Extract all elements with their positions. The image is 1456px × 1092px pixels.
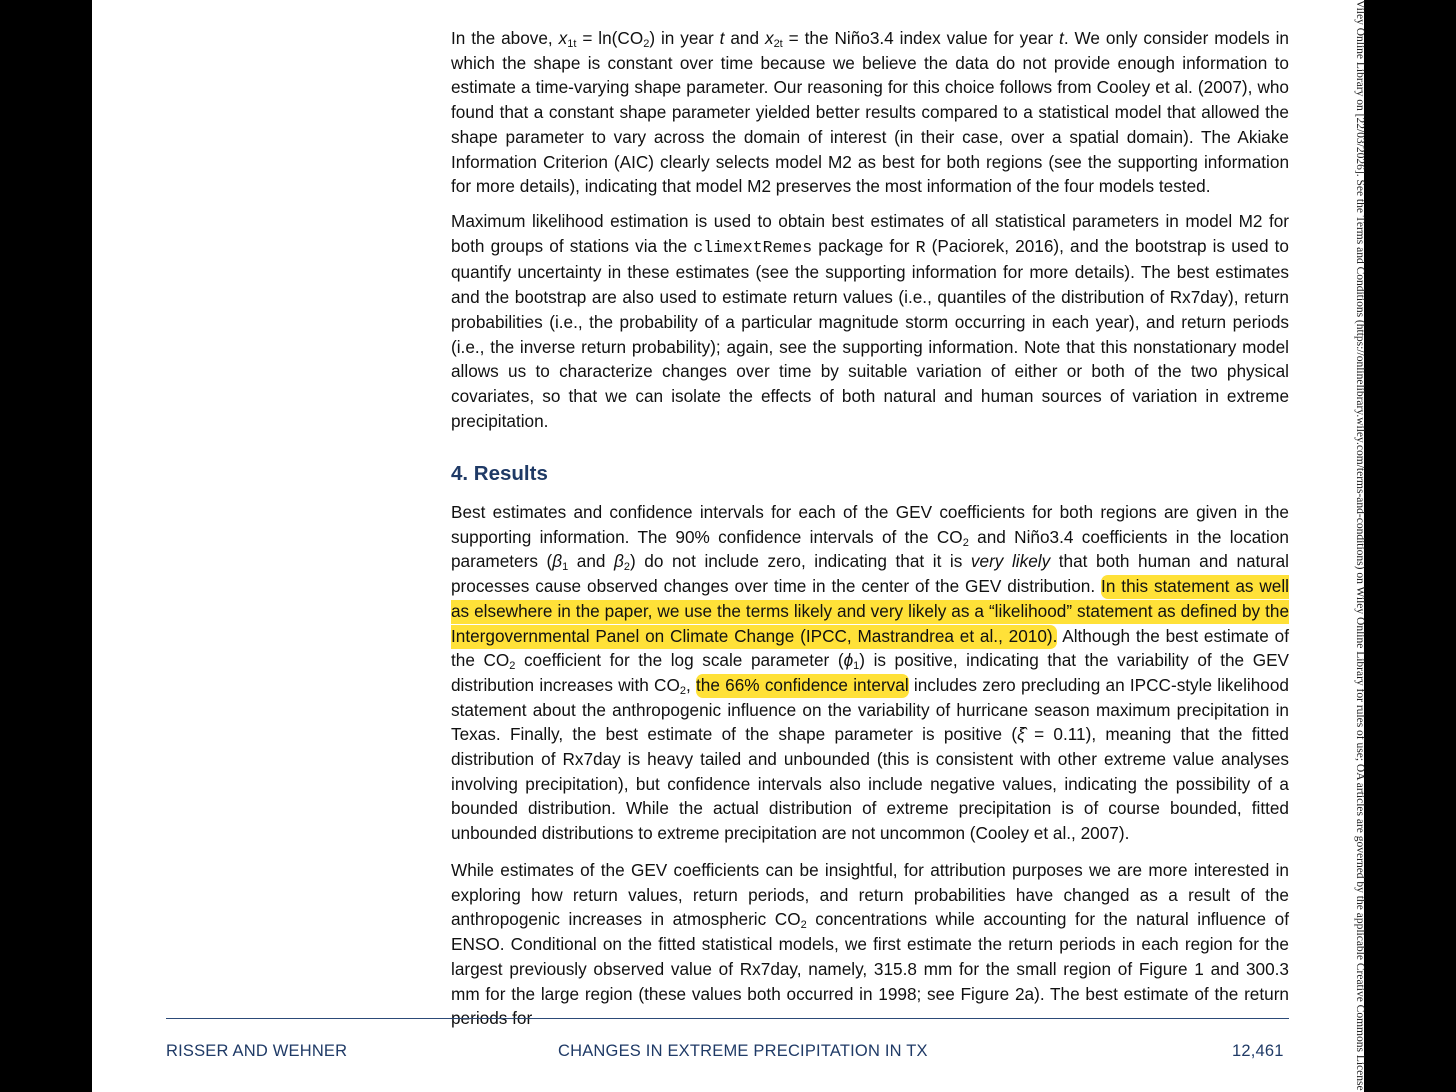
highlighted-confidence-interval: the 66% confidence interval — [696, 674, 909, 698]
language-name: R — [915, 237, 926, 257]
footer-authors: RISSER AND WEHNER — [166, 1042, 348, 1060]
paragraph-model-description: In the above, $x_{1t} = \ln(CO_2)$ in year t and $x_{2t}$ = the Niño3.4 index value for year t. We only consider models in which the shape is constant over time because we believe the data do not provide enough information to estimate a time-varying shape parameter. Our reasoning for this choice follows from Cooley et al. (2007), who found that a constant shape parameter yielded better results compared to a statistical model that allowed the shape parameter to vary across the domain of interest (in their case, over a spatial domain). The Akiake Information Criterion (AIC) clearly selects model M2 as best for both regions (see the supporting information for more details), indicating that model M2 preserves the most information of the four models tested. — [451, 28, 1289, 197]
paper-page — [92, 0, 1364, 1092]
paragraph-estimation-method: Maximum likelihood estimation is used to obtain best estimates of all statistical parameters in model M2 for both groups of stations via the climextRemes package for R (Paciorek, 2016), and the bootstrap is used to quantify uncertainty in these estimates (see the supporting information for more details). The best estimates and the bootstrap are also used to estimate return values (i.e., quantiles of the distribution of Rx7day), return probabilities (i.e., the probability of a particular magnitude storm occurring in each year), and return periods (i.e., the inverse return probability); again, see the supporting information. Note that this nonstationary model allows us to characterize changes over time by suitable variation of either or both of the two physical covariates, so that we can isolate the effects of both natural and human sources of variation in extreme precipitation. — [451, 211, 1289, 431]
footer-title: CHANGES IN EXTREME PRECIPITATION IN TX — [558, 1042, 928, 1060]
side-license-text: Viley Online Library on [22/03/2026]. See the Terms and Conditions (https://onlinelibrary.wiley.com/terms-and-conditions) on Wiley Online Library for rules of use; OA articles are governed by the applicable Creative Commons License — [1354, 0, 1366, 1091]
section-heading: 4. Results — [451, 462, 548, 485]
footer-page-number: 12,461 — [1232, 1042, 1284, 1060]
paragraph-return-periods: While estimates of the GEV coefficients can be insightful, for attribution purposes we are more interested in exploring how return values, return periods, and return probabilities have changed as a result of the anthropogenic increases in atmospheric $CO_2$ concentrations while accounting for the natural influence of ENSO. Conditional on the fitted statistical models, we first estimate the return periods in each region for the largest previously observed value of Rx7day, namely, 315.8 mm for the small region of Figure 1 and 300.3 mm for the large region (these values both occurred in 1998; see Figure 2a). The best estimate of the return periods for — [451, 860, 1289, 1029]
package-name: climextRemes — [693, 237, 813, 257]
highlighted-likelihood-statement: In this statement as well as elsewhere in the paper, we use the terms likely and very likely as a “likelihood” statement as defined by the Intergovernmental Panel on Climate Change (IPCC, Mastrandrea et al., 2010). — [451, 575, 1289, 648]
paragraph-results: Best estimates and confidence intervals for each of the GEV coefficients for both regions are given in the supporting information. The 90% confidence intervals of the $CO_2$ and Niño3.4 coefficients in the location parameters ($\beta_1$ and $\beta_2$) do not include zero, indicating that it is very likely that both human and natural processes cause observed changes over time in the center of the GEV distribution. In this statement as well as elsewhere in the paper, we use the terms likely and very likely as a “likelihood” statement as defined by the Intergovernmental Panel on Climate Change (IPCC, Mastrandrea et al., 2010). Although the best estimate of the $CO_2$ coefficient for the log scale parameter $(\phi_1)$ is positive, indicating that the variability of the GEV distribution increases with $CO_2$, the 66% confidence interval includes zero precluding an IPCC-style likelihood statement about the anthropogenic influence on the variability of hurricane season maximum precipitation in Texas. Finally, the best estimate of the shape parameter is positive (ξ̂ = 0.11), meaning that the fitted distribution of Rx7day is heavy tailed and unbounded (this is consistent with other extreme value analyses involving precipitation), but confidence intervals also include negative values, indicating the possibility of a bounded distribution. While the actual distribution of extreme precipitation is of course bounded, fitted unbounded distributions to extreme precipitation are not uncommon (Cooley et al., 2007). — [451, 502, 1289, 844]
footer-rule — [166, 1018, 1289, 1019]
